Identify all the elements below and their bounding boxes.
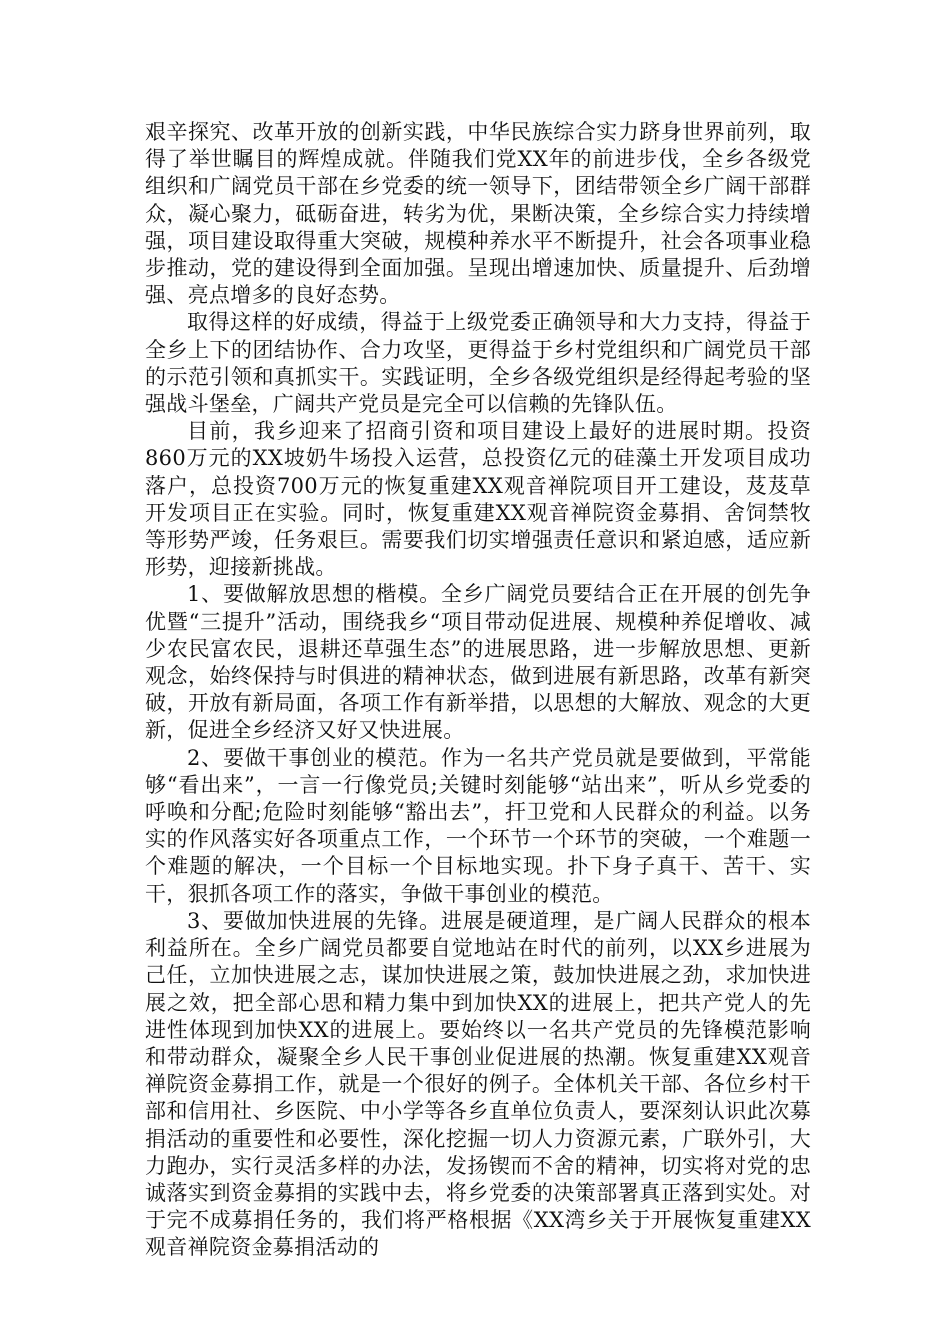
paragraph-point-2: 2、要做干事创业的模范。作为一名共产党员就是要做到，平常能够“看出来”，一言一行像党员;关键时刻能够“站出来”，听从乡党委的呼唤和分配;危险时刻能够“豁出去”，扞卫党和人民群众的利益。以务实的作风落实好各项重点工作，一个环节一个环节的突破，一个难题一个难题的解决，一个目标一个目标地实现。扑下身子真干、苦干、实干，狠抓各项工作的落实，争做干事创业的模范。 (145, 745, 811, 906)
paragraph-point-3: 3、要做加快进展的先锋。进展是硬道理，是广阔人民群众的根本利益所在。全乡广阔党员都要自觉地站在时代的前列，以XX乡进展为己任，立加快进展之志，谋加快进展之策，鼓加快进展之劲，求加快进展之效，把全部心思和精力集中到加快XX的进展上，把共产党人的先进性体现到加快XX的进展上。要始终以一名共产党员的先锋模范影响和带动群众，凝聚全乡人民干事创业促进展的热潮。恢复重建XX观音禅院资金募捐工作，就是一个很好的例子。全体机关干部、各位乡村干部和信用社、乡医院、中小学等各乡直单位负责人，要深刻认识此次募捐活动的重要性和必要性，深化挖掘一切人力资源元素，广联外引，大力跑办，实行灵活多样的办法，发扬锲而不舍的精神，切实将对党的忠诚落实到资金募捐的实践中去，将乡党委的决策部署真正落到实处。对于完不成募捐任务的，我们将严格根据《XX湾乡关于开展恢复重建XX观音禅院资金募捐活动的 (145, 908, 811, 1260)
document-body (145, 119, 811, 1262)
paragraph-continuation: 艰辛探究、改革开放的创新实践，中华民族综合实力跻身世界前列，取得了举世瞩目的辉煌成就。伴随我们党XX年的前进步伐，全乡各级党组织和广阔党员干部在乡党委的统一领导下，团结带领全乡广阔干部群众，凝心聚力，砥砺奋进，转劣为优，果断决策，全乡综合实力持续增强，项目建设取得重大突破，规模种养水平不断提升，社会各项事业稳步推动，党的建设得到全面加强。呈现出增速加快、质量提升、后劲增强、亮点增多的良好态势。 (145, 120, 811, 308)
paragraph-point-1: 1、要做解放思想的楷模。全乡广阔党员要结合正在开展的创先争优暨“三提升”活动，围绕我乡“项目带动促进展、规模种养促增收、减少农民富农民，退耕还草强生态”的进展思路，进一步解放思想、更新观念，始终保持与时俱进的精神状态，做到进展有新思路，改革有新突破，开放有新局面，各项工作有新举措，以思想的大解放、观念的大更新，促进全乡经济又好又快进展。 (145, 582, 811, 743)
paragraph-achievements: 取得这样的好成绩，得益于上级党委正确领导和大力支持，得益于全乡上下的团结协作、合力攻坚，更得益于乡村党组织和广阔党员干部的示范引领和真抓实干。实践证明，全乡各级党组织是经得起考验的坚强战斗堡垒，广阔共产党员是完全可以信赖的先锋队伍。 (145, 310, 811, 417)
paragraph-current-situation: 目前，我乡迎来了招商引资和项目建设上最好的进展时期。投资860万元的XX坡奶牛场投入运营，总投资亿元的硅藻土开发项目成功落户，总投资700万元的恢复重建XX观音禅院项目开工建设，芨芨草开发项目正在实验。同时，恢复重建XX观音禅院资金募捐、舍饲禁牧等形势严竣，任务艰巨。需要我们切实增强责任意识和紧迫感，适应新形势，迎接新挑战。 (145, 419, 811, 580)
